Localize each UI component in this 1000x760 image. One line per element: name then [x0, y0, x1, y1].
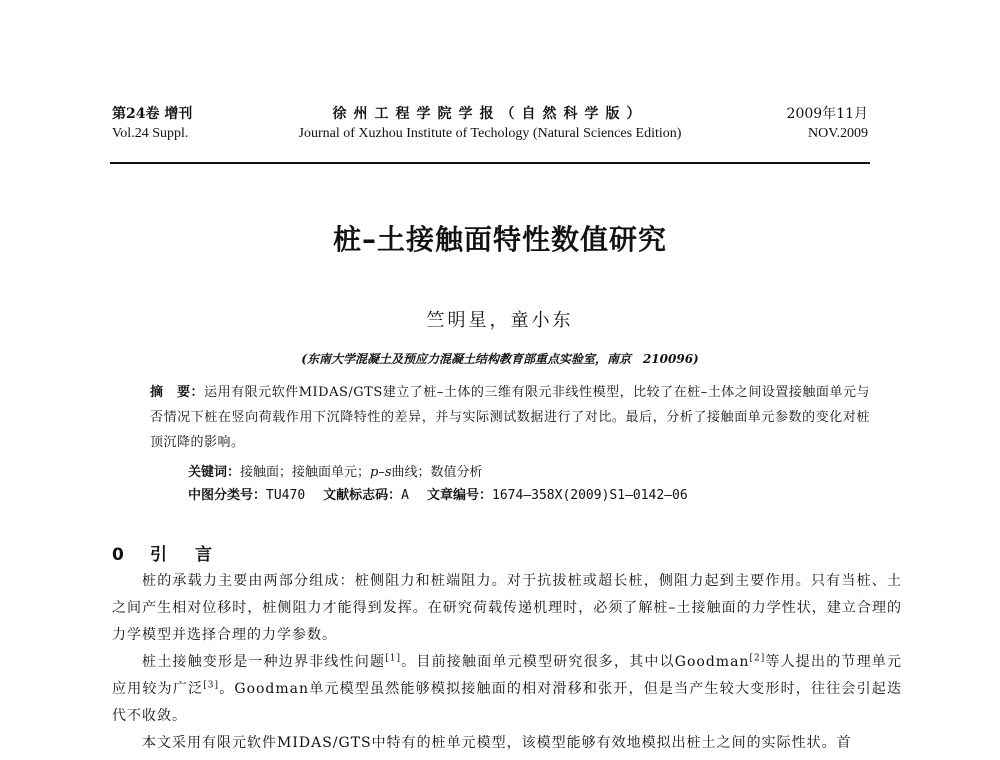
- keywords-part1: 接触面；接触面单元；: [240, 465, 371, 480]
- section-number: 0: [112, 545, 124, 565]
- abstract-text: 运用有限元软件MIDAS/GTS建立了桩–土体的三维有限元非线性模型，比较了在桩–土体之间设置接触面单元与否情况下桩在竖向荷载作用下沉降特性的差异，并与实际测试数据进行了对比。最后，分析了接触面单元参数的变化对桩顶沉降的影响。: [150, 385, 870, 450]
- body-text: [112, 568, 902, 757]
- author-affiliation: (东南大学混凝土及预应力混凝土结构教育部重点实验室，南京 210096): [301, 352, 699, 366]
- article-number-label: 文章编号：: [427, 488, 493, 503]
- volume-en: Vol.24 Suppl.: [112, 126, 189, 141]
- p2-text-b: 。目前接触面单元模型研究很多，其中以Goodman: [400, 654, 750, 670]
- p2-text-d: 。Goodman单元模型虽然能够模拟接触面的相对滑移和张开，但是当产生较大变形时，往往会引起迭代不收敛。: [112, 681, 903, 724]
- journal-header: [112, 104, 868, 148]
- paper-title: 桩–土接触面特性数值研究: [332, 223, 667, 256]
- keywords-label: 关键词：: [188, 465, 241, 480]
- journal-name: [112, 104, 868, 144]
- abstract: [150, 380, 870, 455]
- issue-date-cn: 2009年11月: [786, 106, 868, 122]
- issue-date-en: NOV.2009: [807, 126, 868, 141]
- journal-name-en: Journal of Xuzhou Institute of Techology (Natural Sciences Edition): [298, 126, 682, 141]
- journal-name-cn: 徐州工程学院学报（自然科学版）: [332, 106, 648, 122]
- classification-line: [188, 485, 688, 507]
- header-rule: [110, 162, 870, 164]
- article-number-value: 1674–358X(2009)S1–0142–06: [492, 488, 688, 503]
- section-title: 引言: [150, 545, 240, 565]
- doc-code-value: A: [401, 488, 409, 503]
- abstract-label: 摘 要：: [150, 385, 205, 400]
- issue-date: [787, 104, 868, 144]
- p2-text-a: 桩土接触变形是一种边界非线性问题: [142, 654, 386, 670]
- citation-2: [2]: [749, 653, 766, 664]
- keywords-ps: p–s: [370, 465, 392, 480]
- paragraph-3: 本文采用有限元软件MIDAS/GTS中特有的桩单元模型，该模型能够有效地模拟出桩土之间的实际性状。首: [142, 735, 852, 751]
- paragraph-1: 桩的承载力主要由两部分组成：桩侧阻力和桩端阻力。对于抗拔桩或超长桩，侧阻力起到主要作用。只有当桩、土之间产生相对位移时，桩侧阻力才能得到发挥。在研究荷载传递机理时，必须了解桩–土接触面的力学性状，建立合理的力学模型并选择合理的力学参数。: [112, 573, 902, 643]
- section-heading: [112, 540, 240, 565]
- clc-value: TU470: [266, 488, 306, 503]
- clc-label: 中图分类号：: [188, 488, 267, 503]
- p2-text-c: 等人提出的节理单元应用较为广泛: [112, 654, 903, 697]
- citation-3: [3]: [203, 680, 219, 691]
- keywords-part3: 曲线；数值分析: [391, 465, 483, 480]
- doc-code-label: 文献标志码：: [323, 488, 402, 503]
- citation-1: [1]: [385, 653, 401, 664]
- paragraph-2: [112, 649, 902, 730]
- keywords: [188, 462, 483, 484]
- paper-authors: 竺明星，童小东: [426, 310, 574, 331]
- volume-cn: 第24卷 增刊: [112, 106, 193, 122]
